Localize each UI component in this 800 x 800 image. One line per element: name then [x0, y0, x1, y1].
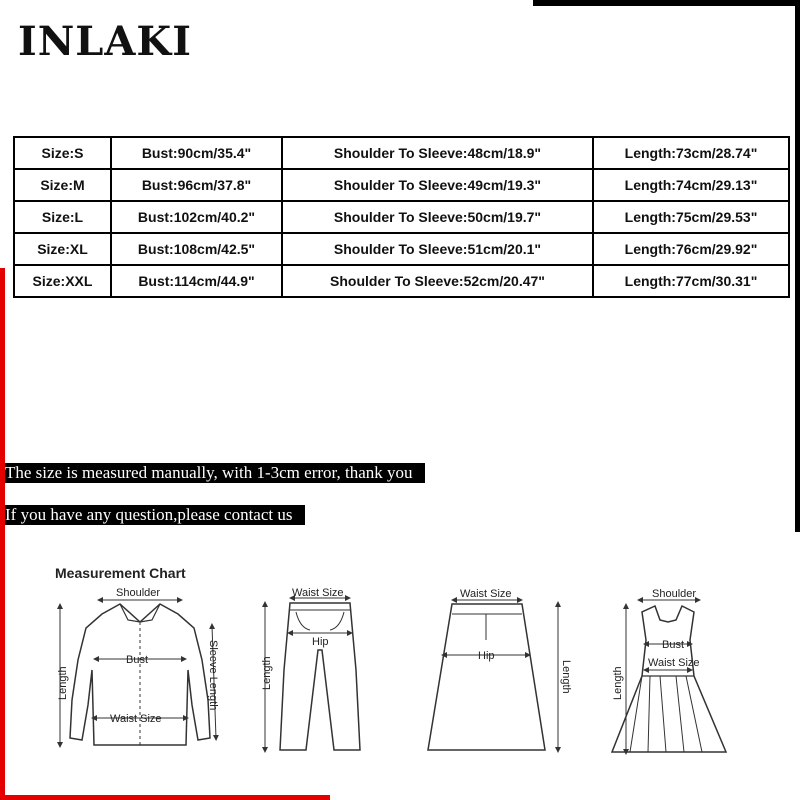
skirt-waist-size-label: Waist Size [460, 588, 512, 600]
bust-cell: Bust:114cm/44.9" [111, 265, 282, 297]
brand-logo: INLAKI [18, 18, 192, 65]
length-cell: Length:75cm/29.53" [593, 201, 789, 233]
pants-waist-size-label: Waist Size [292, 587, 344, 599]
dress-waist-size-label: Waist Size [648, 657, 700, 669]
measurement-chart-title: Measurement Chart [55, 565, 186, 581]
bust-cell: Bust:102cm/40.2" [111, 201, 282, 233]
bust-cell: Bust:108cm/42.5" [111, 233, 282, 265]
shoulder-to-sleeve-cell: Shoulder To Sleeve:52cm/20.47" [282, 265, 593, 297]
table-row [14, 201, 789, 233]
length-cell: Length:76cm/29.92" [593, 233, 789, 265]
shirt-length-label: Length [57, 666, 69, 700]
size-table [13, 136, 790, 298]
shoulder-to-sleeve-cell: Shoulder To Sleeve:51cm/20.1" [282, 233, 593, 265]
bust-cell: Bust:90cm/35.4" [111, 137, 282, 169]
shoulder-to-sleeve-cell: Shoulder To Sleeve:48cm/18.9" [282, 137, 593, 169]
shirt-bust-label: Bust [126, 654, 149, 666]
length-cell: Length:73cm/28.74" [593, 137, 789, 169]
size-cell: Size:XL [14, 233, 111, 265]
skirt-hip-label: Hip [478, 650, 495, 662]
dress-diagram [612, 600, 726, 752]
size-cell: Size:XXL [14, 265, 111, 297]
shirt-waist-size-label: Waist Size [110, 713, 162, 725]
dress-bust-label: Bust [662, 639, 685, 651]
shoulder-to-sleeve-cell: Shoulder To Sleeve:49cm/19.3" [282, 169, 593, 201]
pants-hip-label: Hip [312, 636, 329, 648]
table-row [14, 169, 789, 201]
shoulder-to-sleeve-cell: Shoulder To Sleeve:50cm/19.7" [282, 201, 593, 233]
dress-shoulder-label: Shoulder [652, 588, 697, 600]
error-note: The size is measured manually, with 1-3cm error, thank you [5, 463, 425, 483]
table-row [14, 137, 789, 169]
bust-cell: Bust:96cm/37.8" [111, 169, 282, 201]
size-cell: Size:M [14, 169, 111, 201]
contact-note: If you have any question,please contact us [5, 505, 305, 525]
shirt-sleeve-length-label: Sleeve Length [207, 640, 219, 711]
length-cell: Length:74cm/29.13" [593, 169, 789, 201]
skirt-length-label: Length [560, 660, 572, 694]
table-row [14, 265, 789, 297]
frame-border-bottom [0, 795, 330, 800]
pants-diagram [265, 598, 360, 750]
dress-length-label: Length [612, 666, 624, 700]
size-cell: Size:L [14, 201, 111, 233]
shirt-shoulder-label: Shoulder [116, 587, 161, 599]
pants-length-label: Length [261, 656, 273, 690]
frame-border-right [795, 0, 800, 532]
table-row [14, 233, 789, 265]
skirt-diagram [428, 600, 558, 750]
size-cell: Size:S [14, 137, 111, 169]
frame-border-top [533, 0, 800, 6]
length-cell: Length:77cm/30.31" [593, 265, 789, 297]
measurement-diagrams [0, 580, 800, 795]
